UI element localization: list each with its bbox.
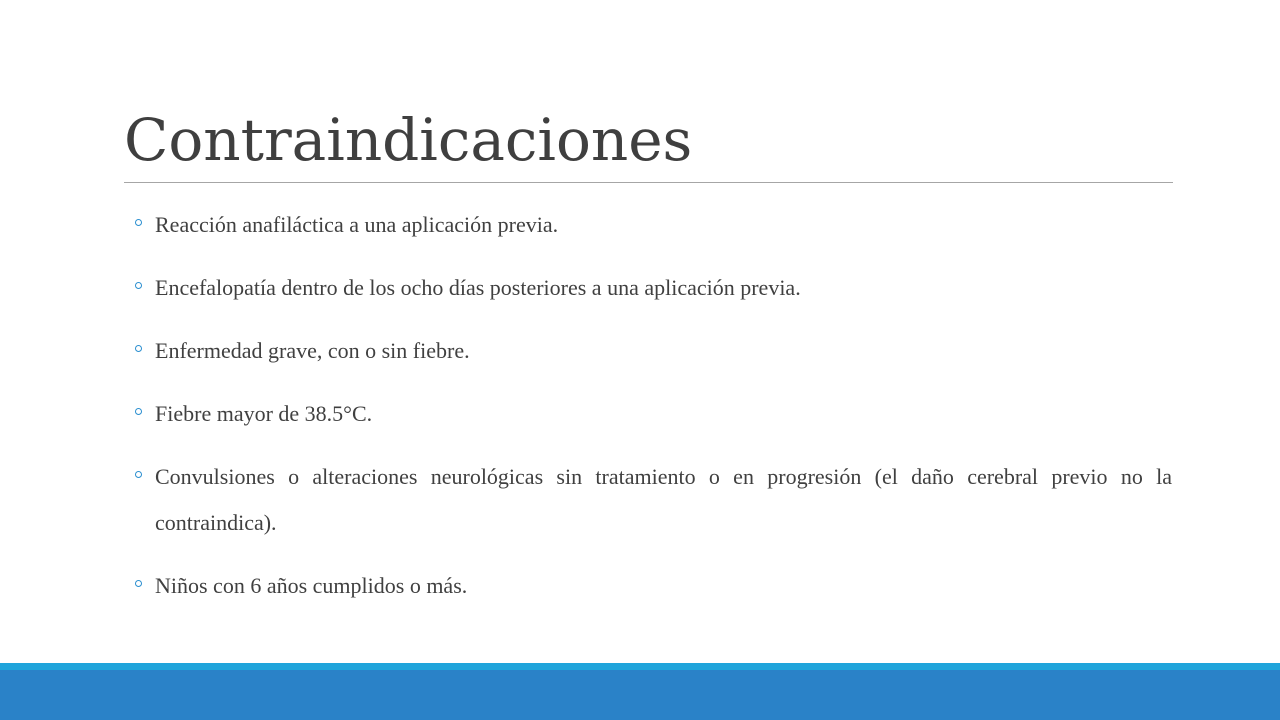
bullet-text: Encefalopatía dentro de los ocho días posteriores a una aplicación previa. <box>155 275 801 300</box>
list-item <box>132 202 1172 248</box>
list-item <box>132 563 1172 609</box>
footer-bar <box>0 670 1280 720</box>
footer-accent-stripe <box>0 663 1280 670</box>
bullet-circle-icon <box>135 282 142 289</box>
list-item <box>132 391 1172 437</box>
bullet-circle-icon <box>135 580 142 587</box>
list-item <box>132 454 1172 546</box>
bullet-text: Convulsiones o alteraciones neurológicas sin tratamiento o en progresión (el daño cerebral previo no la contraindica). <box>155 464 1172 535</box>
bullet-text: Reacción anafiláctica a una aplicación previa. <box>155 212 559 237</box>
bullet-circle-icon <box>135 345 142 352</box>
list-item <box>132 265 1172 311</box>
bullet-text: Enfermedad grave, con o sin fiebre. <box>155 338 470 363</box>
list-item <box>132 328 1172 374</box>
slide-title: Contraindicaciones <box>124 106 693 174</box>
bullet-circle-icon <box>135 408 142 415</box>
bullet-list <box>132 202 1172 626</box>
bullet-text: Niños con 6 años cumplidos o más. <box>155 573 468 598</box>
bullet-circle-icon <box>135 471 142 478</box>
title-divider <box>124 182 1173 183</box>
bullet-circle-icon <box>135 219 142 226</box>
bullet-text: Fiebre mayor de 38.5°C. <box>155 401 373 426</box>
